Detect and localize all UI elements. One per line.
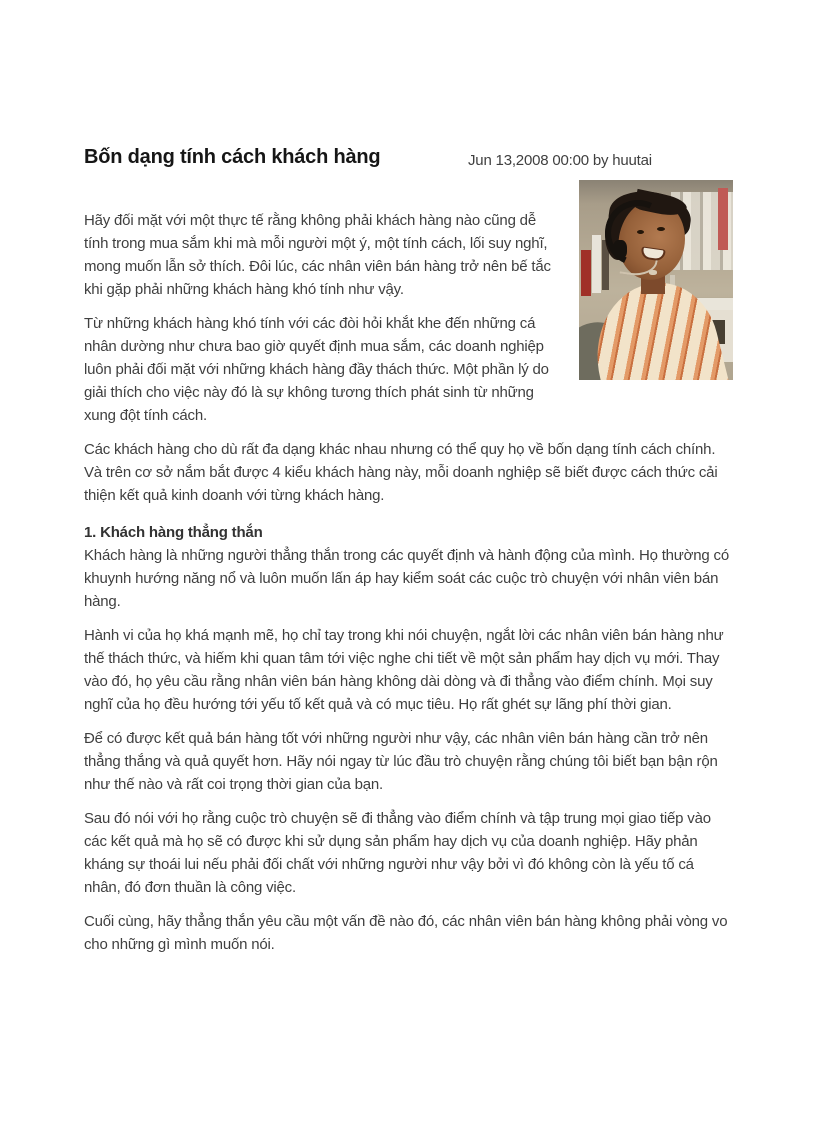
photo-person bbox=[589, 192, 723, 380]
article bbox=[84, 145, 733, 956]
lead-paragraph: Các khách hàng cho dù rất đa dạng khác nhau nhưng có thể quy họ về bốn dạng tính cách chính. Và trên cơ sở nắm bắt được 4 kiểu khách hàng này, mỗi doanh nghiệp sẽ biết được cách thức cải thiện kết quả kinh doanh với từng khách hàng. bbox=[84, 441, 718, 504]
page-title: Bốn dạng tính cách khách hàng bbox=[84, 146, 381, 168]
section-1-paragraph-2: Hành vi của họ khá mạnh mẽ, họ chỉ tay trong khi nói chuyện, ngắt lời các nhân viên bán hàng như thế thách thức, và hiếm khi quan tâm tới việc nghe chi tiết về một sản phẩm hay dịch vụ mới. Thay vào đó, họ yêu cầu rằng nhân viên bán hàng không dài dòng và đi thẳng vào điểm chính. Mọi suy nghĩ của họ đều hướng tới yếu tố kết quả và có mục tiêu. Họ rất ghét sự lãng phí thời gian. bbox=[84, 627, 724, 713]
section-1-paragraph-3: Để có được kết quả bán hàng tốt với những người như vậy, các nhân viên bán hàng cần trở nên thẳng thắng và quả quyết hơn. Hãy nói ngay từ lúc đầu trò chuyện rằng chúng tôi biết bạn bận rộn như thế nào và rất coi trọng thời gian của bạn. bbox=[84, 730, 718, 793]
section-1-heading: 1. Khách hàng thẳng thắn bbox=[84, 524, 263, 541]
photo-person-right-eye bbox=[657, 227, 665, 231]
photo-person-left-eye bbox=[637, 230, 644, 234]
article-date-author: Jun 13,2008 00:00 by huutai bbox=[468, 152, 652, 169]
photo-headset-mic bbox=[649, 270, 657, 275]
intro-paragraph-2: Từ những khách hàng khó tính với các đòi hỏi khắt khe đến những cá nhân dường như chưa bao giờ quyết định mua sắm, các doanh nghiệp luôn phải đối mặt với những khách hàng đầy thách thức. Một phần lý do giải thích cho việc này đó là sự không tương thích phát sinh từ những xung đột tính cách. bbox=[84, 315, 549, 424]
section-1-paragraph-1: Khách hàng là những người thẳng thắn trong các quyết định và hành động của mình. Họ thường có khuynh hướng năng nổ và luôn muốn lấn áp hay kiểm soát các cuộc trò chuyện với nhân viên bán hàng. bbox=[84, 547, 729, 610]
intro-paragraph-1: Hãy đối mặt với một thực tế rằng không phải khách hàng nào cũng dễ tính trong mua sắm khi mà mỗi người một ý, một tính cách, lối suy nghĩ, mong muốn lẫn sở thích. Đôi lúc, các nhân viên bán hàng trở nên bế tắc khi gặp phải những khách hàng khó tính như vậy. bbox=[84, 212, 551, 298]
section-1-paragraph-4: Sau đó nói với họ rằng cuộc trò chuyện sẽ đi thẳng vào điểm chính và tập trung mọi giao tiếp vào các kết quả mà họ sẽ có được khi sử dụng sản phẩm hay dịch vụ của doanh nghiệp. Hãy phản kháng sự thoái lui nếu phải đối chất với những người như vậy bởi vì đó không còn là yếu tố cá nhân, đó đơn thuần là công việc. bbox=[84, 810, 711, 896]
section-1-paragraph-5: Cuối cùng, hãy thẳng thắn yêu cầu một vấn đề nào đó, các nhân viên bán hàng không phải vòng vo cho những gì mình muốn nói. bbox=[84, 913, 728, 953]
article-header bbox=[84, 145, 733, 169]
article-photo bbox=[579, 180, 733, 380]
